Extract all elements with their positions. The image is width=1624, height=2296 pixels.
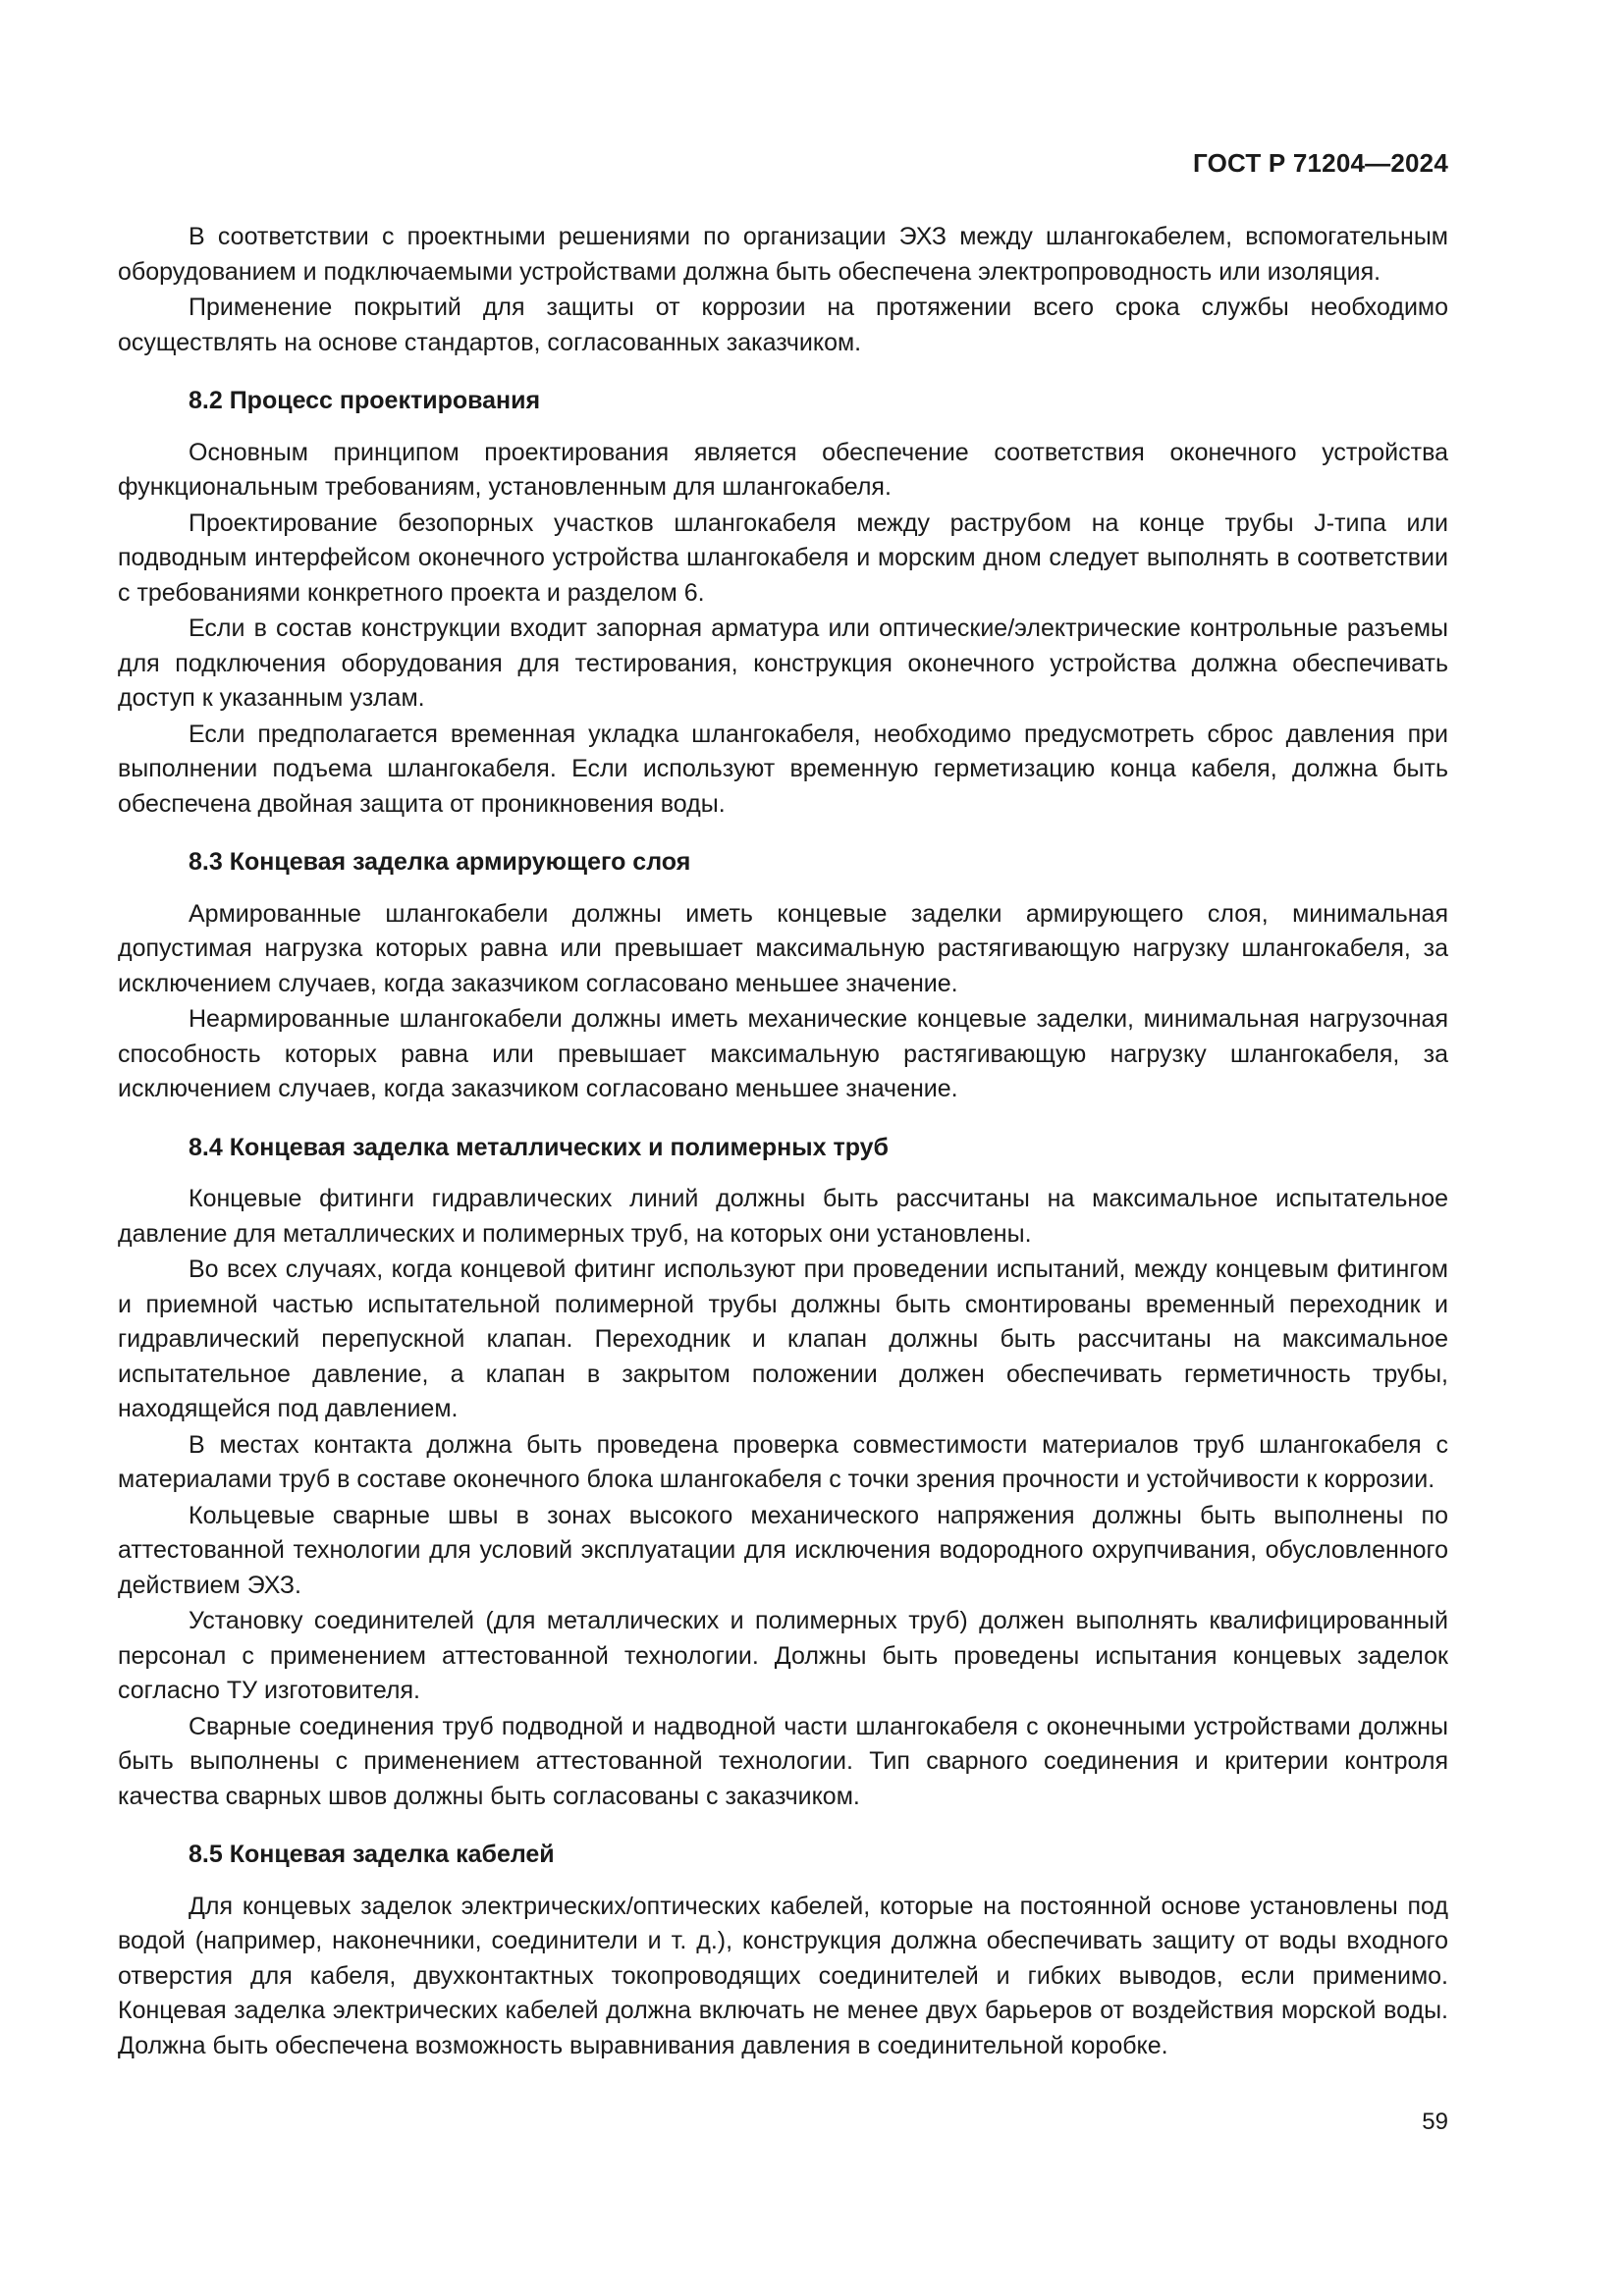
section-paragraph: Кольцевые сварные швы в зонах высокого механического напряжения должны быть выполнены по аттестованной технологии для условий эксплуатации для исключения водородного охрупчивания, обусловленного действием ЭХЗ. — [118, 1501, 1448, 1599]
section-paragraph: Во всех случаях, когда концевой фитинг используют при проведении испытаний, между концевым фитингом и приемной частью испытательной полимерной трубы должны быть смонтированы временный переходник и гидравлический перепускной клапан. Переходник и клапан должны быть рассчитаны на максимальное испытательное давление, а клапан в закрытом положении должен обеспечивать герметичность трубы, находящейся под давлением. — [118, 1255, 1448, 1422]
section-paragraph: Если предполагается временная укладка шлангокабеля, необходимо предусмотреть сброс давления при выполнении подъема шлангокабеля. Если используют временную герметизацию конца кабеля, должна быть обеспечена двойная защита от проникновения воды. — [118, 720, 1448, 818]
section-paragraph: Сварные соединения труб подводной и надводной части шлангокабеля с оконечными устройствами должны быть выполнены с применением аттестованной технологии. Тип сварного соединения и критерии контроля качества сварных швов должны быть согласованы с заказчиком. — [118, 1712, 1448, 1810]
document-body — [118, 220, 1448, 2064]
section-paragraph: Основным принципом проектирования является обеспечение соответствия оконечного устройства функциональным требованиям, установленным для шлангокабеля. — [118, 438, 1448, 501]
page-number: 59 — [1422, 2109, 1448, 2135]
section-paragraph: Установку соединителей (для металлических и полимерных труб) должен выполнять квалифицированный персонал с применением аттестованной технологии. Должны быть проведены испытания концевых заделок согласно ТУ изготовителя. — [118, 1607, 1448, 1704]
section-paragraph: Армированные шлангокабели должны иметь концевые заделки армирующего слоя, минимальная допустимая нагрузка которых равна или превышает максимальную растягивающую нагрузку шлангокабеля, за исключением случаев, когда заказчиком согласовано меньшее значение. — [118, 899, 1448, 997]
intro-paragraph: Применение покрытий для защиты от коррозии на протяжении всего срока службы необходимо осуществлять на основе стандартов, согласованных заказчиком. — [118, 294, 1448, 356]
section-8-3 — [118, 845, 1448, 1107]
section-paragraph: Неармированные шлангокабели должны иметь механические концевые заделки, минимальная нагрузочная способность которых равна или превышает максимальную растягивающую нагрузку шлангокабеля, за исключением случаев, когда заказчиком согласовано меньшее значение. — [118, 1005, 1448, 1102]
section-paragraph: Концевые фитинги гидравлических линий должны быть рассчитаны на максимальное испытательное давление для металлических и полимерных труб, на которых они установлены. — [118, 1185, 1448, 1248]
intro-paragraph: В соответствии с проектными решениями по организации ЭХЗ между шлангокабелем, вспомогательным оборудованием и подключаемыми устройствами должна быть обеспечена электропроводность или изоляция. — [118, 223, 1448, 286]
section-8-5 — [118, 1838, 1448, 2063]
section-8-2 — [118, 384, 1448, 822]
section-heading: 8.3 Концевая заделка армирующего слоя — [189, 848, 691, 876]
section-paragraph: Для концевых заделок электрических/оптических кабелей, которые на постоянной основе установлены под водой (например, наконечники, соединители и т. д.), конструкция должна обеспечивать защиту от воды входного отверстия для кабеля, двухконтактных токопроводящих соединителей и гибких выводов, если применимо. Концевая заделка электрических кабелей должна включать не менее двух барьеров от воздействия морской воды. Должна быть обеспечена возможность выравнивания давления в соединительной коробке. — [118, 1892, 1448, 2059]
section-heading: 8.2 Процесс проектирования — [189, 387, 541, 414]
section-heading: 8.4 Концевая заделка металлических и полимерных труб — [189, 1133, 889, 1161]
section-paragraph: В местах контакта должна быть проведена проверка совместимости материалов труб шлангокабеля с материалами труб в составе оконечного блока шлангокабеля с точки зрения прочности и устойчивости к коррозии. — [118, 1430, 1448, 1493]
section-paragraph: Если в состав конструкции входит запорная арматура или оптические/электрические контрольные разъемы для подключения оборудования для тестирования, конструкция оконечного устройства должна обеспечивать доступ к указанным узлам. — [118, 614, 1448, 712]
document-standard-number: ГОСТ Р 71204—2024 — [1193, 148, 1448, 178]
section-heading: 8.5 Концевая заделка кабелей — [189, 1841, 555, 1868]
section-paragraph: Проектирование безопорных участков шлангокабеля между раструбом на конце трубы J-типа или подводным интерфейсом оконечного устройства шлангокабеля и морским дном следует выполнять в соответствии с требованиями конкретного проекта и разделом 6. — [118, 508, 1448, 607]
section-8-4 — [118, 1131, 1448, 1815]
